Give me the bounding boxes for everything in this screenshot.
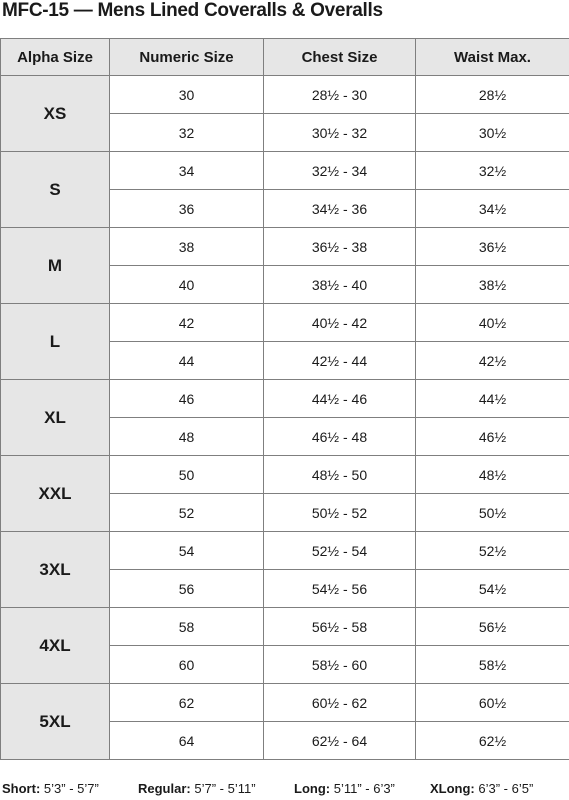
- numeric-size-cell: 60: [110, 646, 264, 684]
- chest-size-cell: 30½ - 32: [264, 114, 416, 152]
- chest-size-cell: 50½ - 52: [264, 494, 416, 532]
- waist-max-cell: 40½: [416, 304, 569, 342]
- length-label: Regular:: [138, 781, 191, 796]
- numeric-size-cell: 46: [110, 380, 264, 418]
- length-label: XLong:: [430, 781, 475, 796]
- table-row: [1, 608, 569, 646]
- table-row: [1, 228, 569, 266]
- chest-size-cell: 42½ - 44: [264, 342, 416, 380]
- waist-max-cell: 28½: [416, 76, 569, 114]
- numeric-size-cell: 52: [110, 494, 264, 532]
- chest-size-cell: 28½ - 30: [264, 76, 416, 114]
- numeric-size-cell: 38: [110, 228, 264, 266]
- chest-size-cell: 40½ - 42: [264, 304, 416, 342]
- length-value: 5’7” - 5’11”: [194, 781, 256, 796]
- length-label: Long:: [294, 781, 331, 796]
- alpha-size-cell: XS: [1, 76, 110, 152]
- waist-max-cell: 48½: [416, 456, 569, 494]
- waist-max-cell: 60½: [416, 684, 569, 722]
- page-title: MFC-15 — Mens Lined Coveralls & Overalls: [2, 0, 383, 21]
- header-alpha-size: Alpha Size: [1, 39, 110, 76]
- numeric-size-cell: 64: [110, 722, 264, 760]
- table-row: [1, 456, 569, 494]
- chest-size-cell: 48½ - 50: [264, 456, 416, 494]
- numeric-size-cell: 56: [110, 570, 264, 608]
- waist-max-cell: 30½: [416, 114, 569, 152]
- numeric-size-cell: 50: [110, 456, 264, 494]
- waist-max-cell: 38½: [416, 266, 569, 304]
- chest-size-cell: 62½ - 64: [264, 722, 416, 760]
- chest-size-cell: 52½ - 54: [264, 532, 416, 570]
- length-legend: [2, 778, 567, 800]
- chest-size-cell: 56½ - 58: [264, 608, 416, 646]
- numeric-size-cell: 62: [110, 684, 264, 722]
- numeric-size-cell: 40: [110, 266, 264, 304]
- waist-max-cell: 56½: [416, 608, 569, 646]
- waist-max-cell: 52½: [416, 532, 569, 570]
- numeric-size-cell: 44: [110, 342, 264, 380]
- length-value: 5’11” - 6’3”: [333, 781, 395, 796]
- waist-max-cell: 62½: [416, 722, 569, 760]
- alpha-size-cell: 5XL: [1, 684, 110, 760]
- header-numeric-size: Numeric Size: [110, 39, 264, 76]
- waist-max-cell: 50½: [416, 494, 569, 532]
- numeric-size-cell: 30: [110, 76, 264, 114]
- chest-size-cell: 44½ - 46: [264, 380, 416, 418]
- waist-max-cell: 54½: [416, 570, 569, 608]
- waist-max-cell: 42½: [416, 342, 569, 380]
- chest-size-cell: 38½ - 40: [264, 266, 416, 304]
- length-long: [294, 778, 395, 800]
- alpha-size-cell: L: [1, 304, 110, 380]
- numeric-size-cell: 58: [110, 608, 264, 646]
- header-waist-max: Waist Max.: [416, 39, 569, 76]
- waist-max-cell: 34½: [416, 190, 569, 228]
- alpha-size-cell: S: [1, 152, 110, 228]
- waist-max-cell: 44½: [416, 380, 569, 418]
- waist-max-cell: 46½: [416, 418, 569, 456]
- numeric-size-cell: 48: [110, 418, 264, 456]
- chest-size-cell: 58½ - 60: [264, 646, 416, 684]
- table-row: [1, 380, 569, 418]
- numeric-size-cell: 36: [110, 190, 264, 228]
- waist-max-cell: 58½: [416, 646, 569, 684]
- alpha-size-cell: 4XL: [1, 608, 110, 684]
- header-row: [1, 39, 569, 76]
- table-row: [1, 152, 569, 190]
- length-short: [2, 778, 99, 800]
- chest-size-cell: 36½ - 38: [264, 228, 416, 266]
- table-row: [1, 532, 569, 570]
- table-row: [1, 76, 569, 114]
- size-table-body: [1, 76, 569, 760]
- header-chest-size: Chest Size: [264, 39, 416, 76]
- alpha-size-cell: 3XL: [1, 532, 110, 608]
- numeric-size-cell: 54: [110, 532, 264, 570]
- length-value: 5’3” - 5’7”: [43, 781, 99, 796]
- numeric-size-cell: 42: [110, 304, 264, 342]
- numeric-size-cell: 32: [110, 114, 264, 152]
- alpha-size-cell: XL: [1, 380, 110, 456]
- table-row: [1, 304, 569, 342]
- alpha-size-cell: M: [1, 228, 110, 304]
- chest-size-cell: 60½ - 62: [264, 684, 416, 722]
- chest-size-cell: 34½ - 36: [264, 190, 416, 228]
- waist-max-cell: 32½: [416, 152, 569, 190]
- chest-size-cell: 54½ - 56: [264, 570, 416, 608]
- length-xlong: [430, 778, 533, 800]
- length-label: Short:: [2, 781, 41, 796]
- length-regular: [138, 778, 256, 800]
- numeric-size-cell: 34: [110, 152, 264, 190]
- size-chart-table: [0, 38, 569, 760]
- alpha-size-cell: XXL: [1, 456, 110, 532]
- chest-size-cell: 46½ - 48: [264, 418, 416, 456]
- waist-max-cell: 36½: [416, 228, 569, 266]
- table-row: [1, 684, 569, 722]
- chest-size-cell: 32½ - 34: [264, 152, 416, 190]
- length-value: 6’3” - 6’5”: [478, 781, 534, 796]
